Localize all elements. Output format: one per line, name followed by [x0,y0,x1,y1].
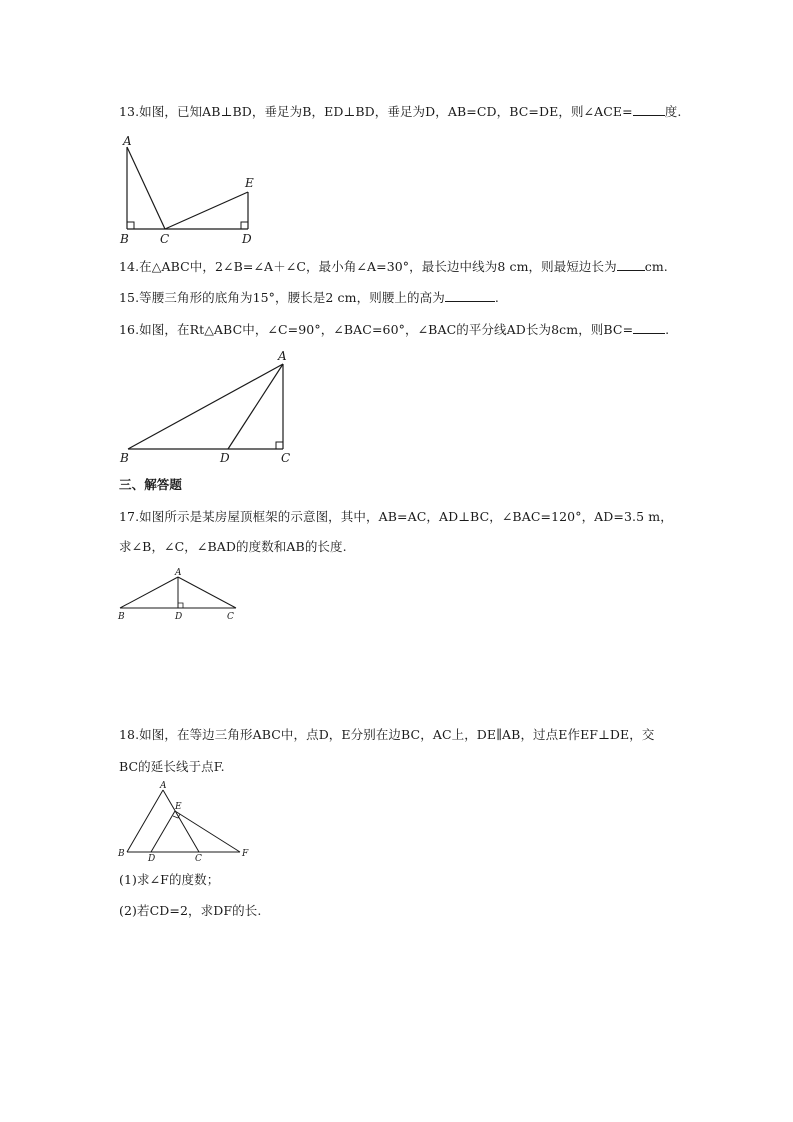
q14-stem: 14.在△ABC中，2∠B=∠A＋∠C，最小角∠A=30°，最长边中线为8 cm，则最短边长为 [119,259,617,274]
q16-right-angle-c [276,442,283,449]
q18-part1: (1)求∠F的度数； [119,872,220,887]
q15-suffix: . [494,290,499,305]
q17-segment-ab [120,577,178,608]
q18-part2: (2)若CD=2，求DF的长. [119,903,262,918]
q14-text [119,258,668,275]
q18-segment-ab [127,790,163,852]
q16-suffix: . [665,322,670,337]
q16-label-d: D [220,451,230,465]
q15-stem: 15.等腰三角形的底角为15°，腰长是2 cm，则腰上的高为 [119,290,445,305]
q16-answer-blank[interactable] [633,321,665,334]
q16-label-b: B [120,451,129,465]
q16-label-a: A [278,349,287,363]
q15-answer-blank[interactable] [445,289,495,302]
q18-line2: BC的延长线于点F. [119,759,225,774]
q13-answer-blank[interactable] [633,103,665,116]
q18-label-c: C [195,854,202,864]
q18-line1: 18.如图，在等边三角形ABC中，点D，E分别在边BC，AC上，DE∥AB，过点E作EF⊥DE，交 [119,727,655,742]
q13-label-b: B [120,232,129,246]
q18-label-f: F [242,849,249,859]
q13-suffix: 度. [664,104,682,119]
q14-answer-blank[interactable] [617,258,645,271]
q14-suffix: cm. [644,259,668,274]
q13-right-angle-b [127,222,134,229]
q16-label-c: C [281,451,291,465]
q16-figure [115,346,300,466]
q13-label-a: A [123,134,132,148]
section-heading: 三、解答题 [119,477,183,492]
q18-label-a: A [160,781,167,791]
q13-figure [115,132,275,247]
q13-stem: 13.如图，已知AB⊥BD，垂足为B，ED⊥BD，垂足为D，AB=CD，BC=DE，则∠ACE= [119,104,633,119]
q17-right-angle-d [178,603,183,608]
q17-figure [115,565,250,625]
q16-segment-ad [228,364,283,449]
q13-text [119,103,681,120]
q18-segment-ac [163,790,199,852]
q17-line1: 17.如图所示是某房屋顶框架的示意图，其中，AB=AC，AD⊥BC，∠BAC=120°，AD=3.5 m， [119,509,673,524]
q16-segment-ab [128,364,283,449]
q17-label-d: D [175,612,183,622]
q15-text [119,289,499,306]
q13-right-angle-d [241,222,248,229]
q13-segment-ce [165,192,248,229]
q13-segment-ac [127,147,165,229]
q13-label-d: D [242,232,252,246]
q17-segment-ac [178,577,236,608]
q18-segment-de [151,811,175,852]
q13-label-c: C [160,232,170,246]
q17-label-b: B [118,612,125,622]
q18-label-e: E [175,802,182,812]
q16-stem: 16.如图，在Rt△ABC中，∠C=90°，∠BAC=60°，∠BAC的平分线AD长为8cm，则BC= [119,322,634,337]
q17-label-c: C [227,612,234,622]
q16-text [119,321,669,338]
q18-figure [115,780,260,865]
q18-label-d: D [148,854,156,864]
q18-label-b: B [118,849,125,859]
q18-segment-ef [175,811,240,852]
q17-label-a: A [175,568,182,578]
q13-label-e: E [245,176,254,190]
q17-line2: 求∠B，∠C，∠BAD的度数和AB的长度. [119,539,347,554]
